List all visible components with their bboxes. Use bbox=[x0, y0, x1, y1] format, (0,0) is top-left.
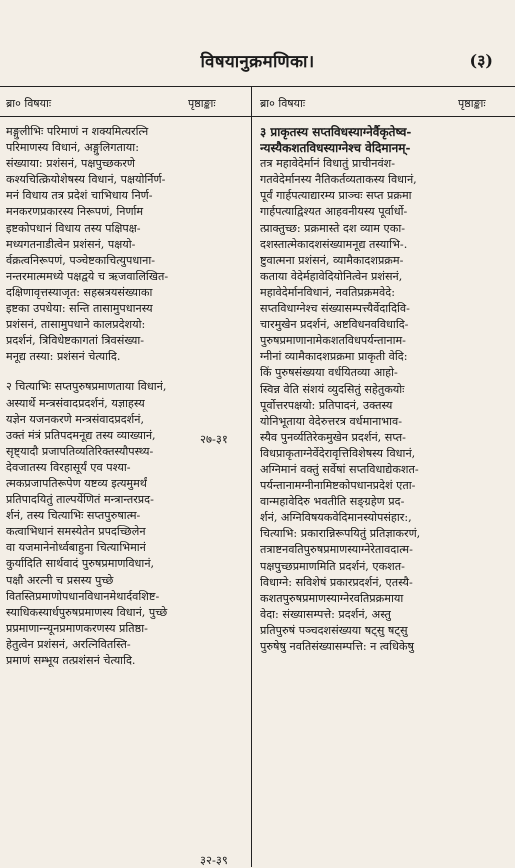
text-line: ३ प्राकृतस्य सप्तविधस्याग्नेर्वैकृतेष्व- bbox=[260, 125, 412, 139]
text-line: किं पुरुषसंख्यया वर्धयितव्या आहो- bbox=[260, 366, 398, 380]
text-line: दक्षिणावृत्तस्याजृत: सहस्रत्रयसंख्याका bbox=[6, 285, 153, 299]
text-line: महावेदेर्मानविधानं, नवतिप्रक्रमवेदे: bbox=[260, 285, 395, 299]
text-line: स्यैव पुनर्व्यतिरेकमुखेन प्रदर्शनं, सप्त- bbox=[260, 430, 406, 444]
left-column bbox=[6, 124, 246, 683]
text-line: उक्तं मंत्रं प्रतिपदमनूद्य तस्य व्याख्यानं, bbox=[6, 428, 156, 442]
text-line: सृष्ट्यादौ प्रजापतिव्यतिरिक्तस्यौपस्थ्य- bbox=[6, 444, 154, 458]
text-line: सप्तविधाग्नेश्च संख्यासम्पत्त्यैर्वेदादिवि- bbox=[260, 302, 410, 316]
text-line: विधप्राकृताग्नेर्वेदेरावृत्तिविशेषस्य विधानं, bbox=[260, 446, 416, 460]
right-column-pages-label: पृष्ठाङ्काः bbox=[458, 97, 486, 110]
page-number: (३) bbox=[469, 51, 493, 70]
text-line: कताया वेदेर्महावेदियोनित्वेन प्रशंसनं, bbox=[260, 269, 403, 283]
text-line: प्रतिपुरुषं पञ्चदशसंख्यया षट्सु षट्सु bbox=[260, 623, 408, 637]
text-line: अग्निमानं वक्तुं सर्वेषां सप्तविधाद्येकशत- bbox=[260, 462, 419, 476]
text-line: विधाग्ने: सविशेषं प्रकारप्रदर्शनं, एतस्यै- bbox=[260, 575, 413, 589]
text-line: प्रतिपादयितुं ताल्पर्येणितं मन्त्रान्तरप्रद- bbox=[6, 493, 154, 507]
text-line: प्रशंसनं, तासामुपधाने कालप्रदेशयो: bbox=[6, 318, 146, 332]
text-line: न्यस्यैकशतविधस्याग्नेश्च वेदिमानम्- bbox=[260, 141, 411, 156]
text-line: वितस्तिप्रमाणोपधानविधानमेथार्दवशिष्ट- bbox=[6, 589, 160, 603]
text-line: पूर्वं गार्हपत्याद्यारम्य प्राञ्चः सप्त प्रक्रमा bbox=[260, 189, 412, 203]
right-column-label: ब्रा० विषयाः bbox=[260, 97, 306, 110]
text-line: पक्षपुच्छप्रमाणमिति प्रदर्शनं, एकशत- bbox=[260, 559, 405, 573]
text-line: र्शनं, तस्य चित्याभिः सप्तपुरुषात्म- bbox=[6, 509, 141, 523]
text-line: स्विन्न वेति संशयं व्युदसितुं सहेतुकयोः bbox=[260, 382, 405, 396]
page-title: विषयानुक्रमणिका। bbox=[200, 52, 315, 72]
text-line: पुरुषप्रमाणानामेकशतविधपर्यन्तानाम- bbox=[260, 334, 406, 348]
text-line: कत्वाभिधानं समस्येतेन प्रपदच्छिलेन bbox=[6, 525, 146, 539]
text-line: इष्टकोपधानं विधाय तस्य पक्षिपक्ष- bbox=[6, 221, 141, 235]
text-line: वान्महावेदिरु भवतीति सङ्ग्रहेण प्रद- bbox=[260, 495, 405, 509]
text-line: तत्राष्टनवतिपुरुषप्रमाणस्याग्नेरेतावदात्म- bbox=[260, 543, 413, 557]
text-line: गतवेदेर्मानस्य नैतिकर्तव्यताकस्य विधानं, bbox=[260, 173, 417, 187]
text-line: प्रप्रमाणान्न्यूनप्रमाणकरणस्य प्रतिष्ठा- bbox=[6, 621, 148, 635]
text-line: मध्यगतनाडीत्वेन प्रशंसनं, पक्षयो- bbox=[6, 237, 136, 251]
column-divider bbox=[251, 86, 252, 867]
text-line: देवजातस्य विरहासूर्यं एव पश्या- bbox=[6, 460, 131, 474]
right-column bbox=[260, 124, 510, 655]
toc-entry-1 bbox=[6, 124, 246, 365]
text-line: स्याधिकस्यार्धपुरुषप्रमाणस्य विधानं, पुच्छे bbox=[6, 605, 168, 619]
header-bottom-rule bbox=[0, 116, 515, 117]
text-line: कशतपुरुषप्रमाणस्याग्नेरवतिप्रक्रमाया bbox=[260, 591, 404, 605]
text-line: पक्षौ अरत्नी च प्रसस्य पुच्छे bbox=[6, 573, 114, 587]
text-line: योनिभूताया वेदेरुत्तरत्र वर्धमानाभाव- bbox=[260, 414, 403, 428]
toc-entry-2 bbox=[6, 379, 246, 669]
page-range: ३२-३९ bbox=[200, 853, 228, 867]
text-line: पर्यन्तानामग्नीनामिष्टकोपधानप्रदेशं एता- bbox=[260, 479, 416, 493]
text-line: गार्हपत्याद्विश्यत आहवनीयस्य पूर्वार्धो- bbox=[260, 205, 408, 219]
text-line: कश्यचित्क्रियोशेषस्य विधानं, पक्षयोर्निर्ण- bbox=[6, 173, 166, 187]
text-line: अस्यार्थे मन्त्रसंवादप्रदर्शनं, यज्ञाहस्य bbox=[6, 396, 145, 410]
text-line: ग्नीनां व्यामैकादशप्रक्रमा प्राकृती वेदि: bbox=[260, 350, 408, 364]
toc-entry-3-body bbox=[260, 156, 510, 655]
text-line: त्प्राक्तुच्छ: प्रक्रमास्ते दश व्याम एका- bbox=[260, 221, 406, 235]
text-line: ष्टुवात्मना प्रशंसनं, व्यामैकादशप्रक्रम- bbox=[260, 253, 404, 267]
left-column-pages-label: पृष्ठाङ्काः bbox=[188, 97, 216, 110]
text-line: कुर्यादिति सार्थवादं पुरुषप्रमाणविधानं, bbox=[6, 557, 155, 571]
text-line: तत्र महावेदेर्मानं विधातुं प्राचीनवंश- bbox=[260, 157, 396, 171]
text-line: चारमुखेन प्रदर्शनं, अष्टविधनवविधादि- bbox=[260, 318, 409, 332]
text-line: मनं विधाय तत्र प्रदेशं चाभिधाय निर्ण- bbox=[6, 189, 153, 203]
text-line: मनकरणप्रकारस्य निरूपणं, निर्णाम bbox=[6, 205, 144, 219]
text-line: २ चित्याभिः सप्तपुरुषप्रमाणताया विधानं, bbox=[6, 380, 167, 394]
top-rule bbox=[0, 86, 515, 87]
text-line: चित्याभि: प्रकारान्निरूपयितुं प्रतिज्ञाकरणं, bbox=[260, 527, 421, 541]
left-column-label: ब्रा० विषयाः bbox=[6, 97, 52, 110]
text-line: संख्याया: प्रशंसनं, पक्षपुच्छकरणे bbox=[6, 157, 136, 171]
text-line: परिमाणस्य विधानं, अङ्गुलिगताया: bbox=[6, 141, 139, 155]
text-line: वेदा: संख्यासम्पत्ते: प्रदर्शनं, अस्तु bbox=[260, 607, 391, 621]
page-range: २७-३१ bbox=[200, 432, 228, 446]
text-line: वा यजमानेनोर्ध्वबाहुना चित्याभिमानं bbox=[6, 541, 146, 555]
text-line: र्शनं, अग्निविषयकवेदिमानस्योपसंहार:, bbox=[260, 511, 412, 525]
text-line: प्रदर्शनं, त्रिविधेष्टकागतां त्रिवसंख्या- bbox=[6, 334, 145, 348]
text-line: मनूद्य तस्या: प्रशंसनं चेत्यादि. bbox=[6, 350, 121, 364]
text-line: हेतुत्वेन प्रशंसनं, अरत्निवितस्ति- bbox=[6, 637, 131, 651]
text-line: यज्ञेन यजनकरणे मन्त्रसंवादप्रदर्शनं, bbox=[6, 412, 145, 426]
toc-entry-3-heading bbox=[260, 124, 510, 156]
text-line: पुरुषेषु नवतिसंख्यासम्पत्ति: न त्वधिकेषु bbox=[260, 640, 414, 653]
text-line: पूर्वोत्तरपक्षयो: प्रतिपादनं, उक्तस्य bbox=[260, 398, 393, 412]
text-line: त्मकप्रजापतिरूपेण यष्टव्य इत्यमुमर्थं bbox=[6, 476, 147, 490]
text-line: मङ्गुलीभिः परिमाणं न शक्यमित्यरत्नि bbox=[6, 125, 149, 138]
text-line: नन्तरमात्ममध्ये पक्षद्वये च ऋजवालिखित- bbox=[6, 269, 169, 283]
text-line: प्रमाणं सम्भूय तत्प्रशंसनं चेत्यादि. bbox=[6, 654, 136, 667]
running-head bbox=[0, 47, 515, 77]
text-line: दशस्तात्मेकादशसंख्यामनूद्य तस्याभि-. bbox=[260, 237, 408, 251]
text-line: इष्टका उपधेया: सन्ति तासामुपधानस्य bbox=[6, 302, 153, 316]
text-line: र्वक्रत्वनिरूपणं, पञ्चेष्टकाचित्युपधाना- bbox=[6, 253, 156, 267]
